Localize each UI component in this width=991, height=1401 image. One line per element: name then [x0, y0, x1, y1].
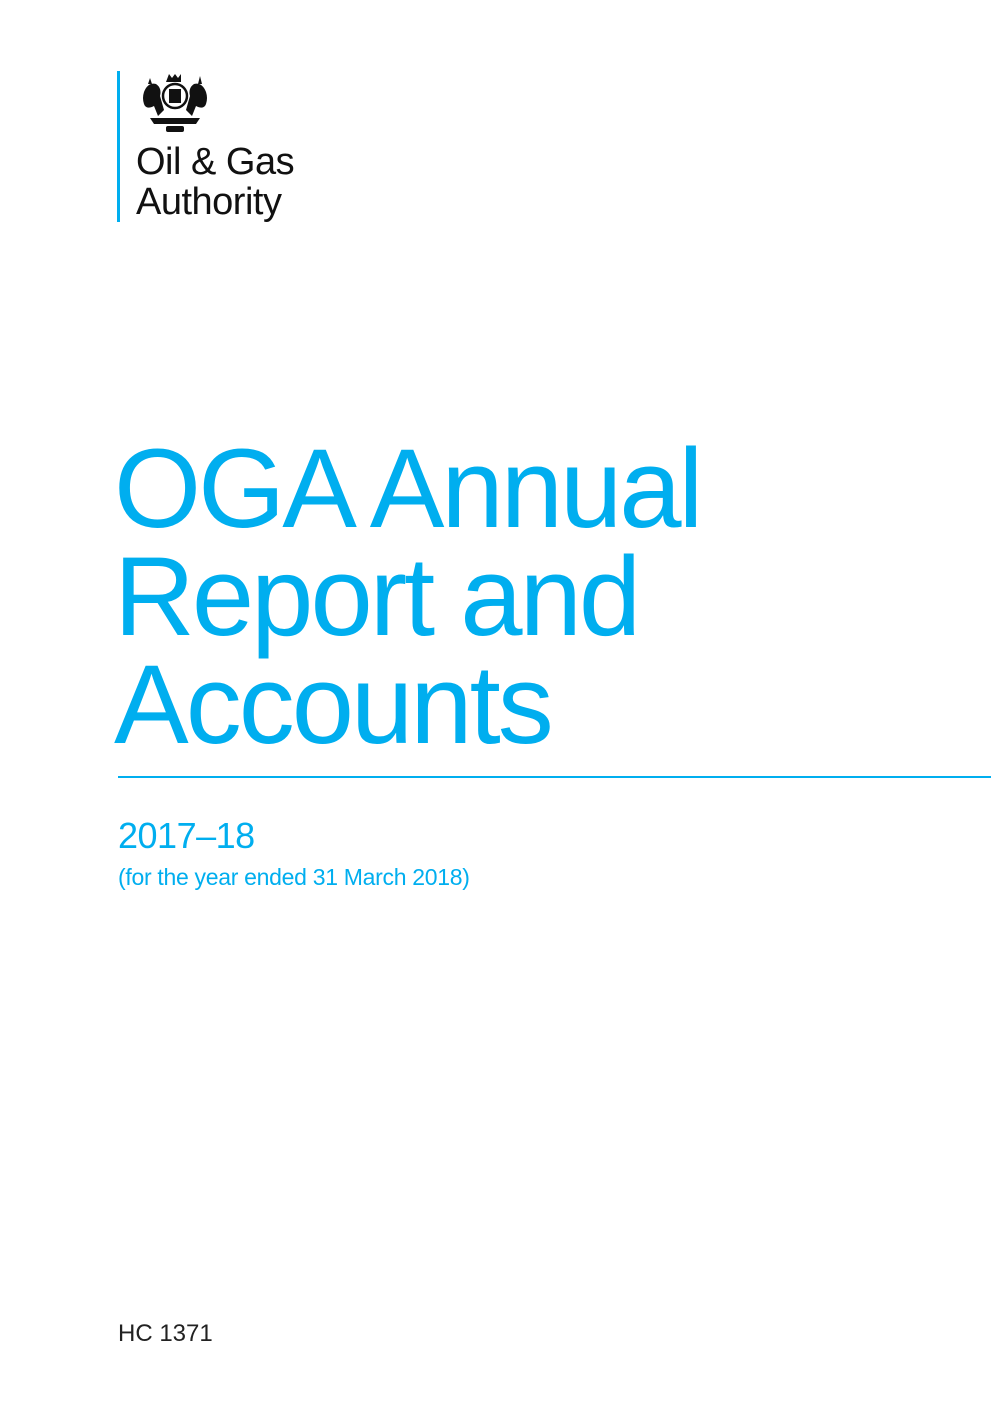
title-line3: Accounts — [114, 642, 551, 767]
organization-name — [136, 142, 294, 222]
royal-coat-of-arms-icon — [136, 70, 214, 136]
report-period: (for the year ended 31 March 2018) — [118, 864, 470, 890]
org-name-line2: Authority — [136, 181, 282, 223]
page-title — [114, 426, 701, 767]
document-number: HC 1371 — [118, 1320, 213, 1347]
report-year: 2017–18 — [118, 815, 255, 856]
title-line2: Report and — [114, 534, 639, 659]
org-name-line1: Oil & Gas — [136, 141, 295, 183]
title-line1: OGA Annual — [114, 426, 701, 551]
divider — [118, 776, 991, 778]
logo-accent-bar — [117, 71, 120, 222]
